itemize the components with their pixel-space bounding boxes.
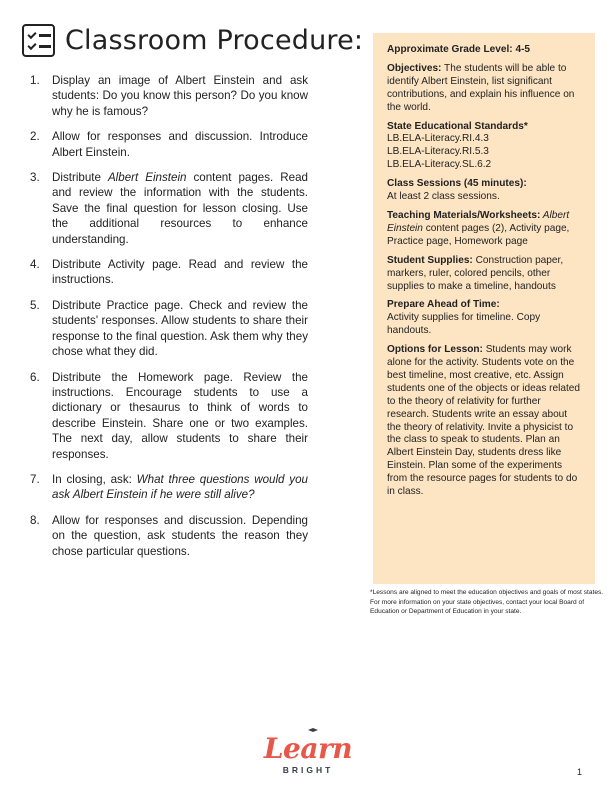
step-number: 5.	[30, 298, 40, 312]
step-text: Distribute the Homework page. Review the instructions. Encourage students to use a dictionary or thesaurus to think of words to describe Einstein. Share one or two examples. The next day, allow students to share their responses.	[52, 370, 308, 461]
state-standards: State Educational Standards* LB.ELA-Literacy.RI.4.3 LB.ELA-Literacy.RI.5.3 LB.ELA-Literacy.SL.6.2	[387, 121, 583, 173]
teaching-materials: Teaching Materials/Worksheets: Albert Einstein content pages (2), Activity page, Practice page, Homework page	[387, 209, 570, 247]
step-text: Allow for responses and discussion. Introduce Albert Einstein.	[52, 130, 308, 159]
procedure-step	[30, 257, 308, 288]
procedure-list	[30, 73, 308, 569]
step-text: Distribute Albert Einstein content pages. Read and review the information with the students. Save the final question for lesson closing. Use the additional resources to enhance understanding.	[52, 171, 308, 246]
objectives: Objectives: The students will be able to identify Albert Einstein, list significant contributions, and explain his influence on the world.	[387, 62, 575, 113]
step-number: 2.	[30, 130, 40, 144]
procedure-step	[30, 73, 308, 119]
standards-footnote: *Lessons are aligned to meet the education objectives and goals of most states. For more information on your state objectives, contact your local Board of Education or Department of Education in your state.	[370, 589, 604, 616]
logo-subtitle: BRIGHT	[282, 765, 334, 775]
standard-item: LB.ELA-Literacy.RI.5.3	[387, 146, 489, 158]
class-sessions: Class Sessions (45 minutes): At least 2 class sessions.	[387, 178, 527, 203]
logo-wordmark: Learn	[263, 732, 353, 765]
lesson-options: Options for Lesson: Students may work alone for the activity. Students vote on the best timeline, most creative, etc. Assign students one of the objects or ideas related to the theory of relativity for further research. Students write an essay about the theory of relativity. Invite a physicist to the class to speak to students. Plan an Albert Einstein Day, students dress like Einstein. Plan some of the experiments from the resource pages for students to do in class.	[387, 344, 581, 498]
learn-bright-logo	[255, 728, 361, 780]
procedure-step	[30, 129, 308, 160]
step-text: Allow for responses and discussion. Depending on the question, ask students the reason they chose particular questions.	[52, 513, 308, 558]
procedure-step	[30, 298, 308, 360]
prepare-ahead: Prepare Ahead of Time: Activity supplies for timeline. Copy handouts.	[387, 299, 541, 337]
step-text: In closing, ask: What three questions would you ask Albert Einstein if he were still alive?	[52, 472, 308, 502]
step-number: 8.	[30, 513, 40, 527]
step-text: Distribute Practice page. Check and review the students' responses. Allow students to share their response to the final question. Ask them why they chose what they did.	[52, 298, 308, 359]
page-number: 1	[577, 767, 583, 777]
lesson-info-panel	[373, 33, 595, 584]
checklist-icon	[22, 24, 55, 57]
step-number: 3.	[30, 171, 40, 185]
student-supplies: Student Supplies: Construction paper, markers, ruler, colored pencils, other supplies to make a timeline, handouts	[387, 254, 564, 292]
title-row	[22, 24, 363, 57]
step-text: Display an image of Albert Einstein and ask students: Do you know this person? Do you know why he is famous?	[52, 74, 308, 118]
step-number: 4.	[30, 258, 40, 272]
procedure-step	[30, 472, 308, 503]
step-number: 7.	[30, 472, 40, 486]
step-number: 1.	[30, 74, 40, 87]
procedure-step	[30, 170, 308, 247]
procedure-step	[30, 370, 308, 462]
procedure-step	[30, 513, 308, 559]
standard-item: LB.ELA-Literacy.RI.4.3	[387, 133, 489, 145]
step-text: Distribute Activity page. Read and review the instructions.	[52, 258, 308, 287]
grade-level: Approximate Grade Level: 4-5	[387, 44, 531, 55]
step-number: 6.	[30, 370, 40, 384]
standard-item: LB.ELA-Literacy.SL.6.2	[387, 159, 492, 171]
page-title: Classroom Procedure:	[65, 25, 364, 56]
